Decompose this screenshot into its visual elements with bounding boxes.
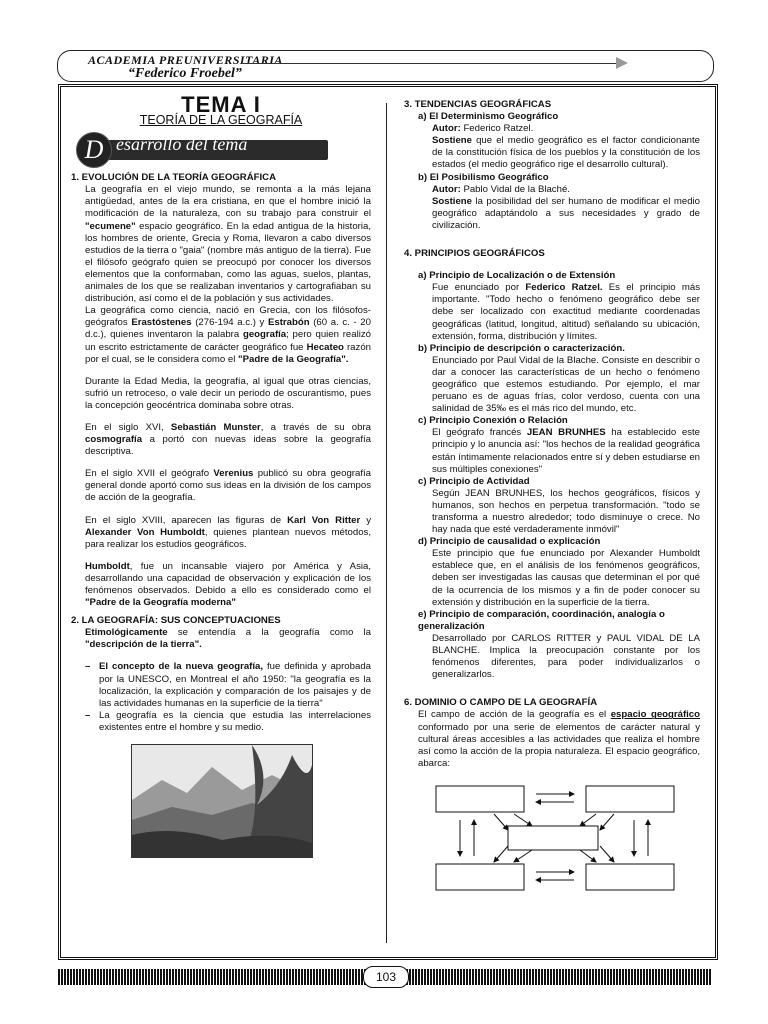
s2-bullet-1: – El concepto de la nueva geografía, fue definida y aprobada por la UNESCO, en Montreal el año 1950: "la geografía es la localización, la explicación y comparación de los paisajes y de las actividades humanas en la superficie de la tierra" bbox=[85, 661, 371, 709]
right-column bbox=[404, 87, 700, 894]
page-title: TEMA I bbox=[181, 92, 261, 117]
geographic-space-diagram bbox=[434, 784, 696, 894]
s1-paragraph-7: Humboldt, fue un incansable viajero por América y Asia, desarrollando una capacidad de observación y explicación de los fenómenos observados. Debido a ello es considerado como el "Padre de la Geografía moderna" bbox=[85, 560, 371, 609]
page-frame bbox=[58, 84, 718, 960]
page-footer bbox=[58, 966, 712, 988]
s1-paragraph-1: La geografía en el viejo mundo, se remonta a la más lejana antigüedad, antes de la era cristiana, en que el hombre inició la modificación de la naturaleza, con su trabajo para construir el "ecumene" espacio geográfico. En la edad antigua de la historia, los hombres de oriente, Grecia y Roma, llevaron a cabo diversos estudios de la tierra o "gaia" (nombre más antiguo de la tierra). Fue el filósofo geógrafo quien se preocupó por conocer los diversos elementos que la conformaban, como las aguas, suelos, plantas, animales de los que se realizaban inventarios y cartografiaban su distribución, así como el de la población y sus actividades. bbox=[85, 184, 371, 305]
header-banner bbox=[57, 50, 714, 82]
s4c-title: c) Principio Conexión o Relación bbox=[418, 415, 568, 427]
s2-paragraph-1: Etimológicamente se entendía a la geografía como la "descripción de la tierra". bbox=[85, 627, 371, 651]
s1-paragraph-5: En el siglo XVII el geógrafo Verenius publicó su obra geografía general donde aportó como sus ideas en la división de los campos de acción de la geografía. bbox=[85, 468, 371, 504]
s6-text: El campo de acción de la geografía es el espacio geográfico conformado por una serie de elementos de carácter natural y cultural áreas accesibles a las actividades que realiza el hombre así como la acción de la propia naturaleza. El espacio geográfico, abarca: bbox=[418, 709, 700, 769]
section-2-title: 2. LA GEOGRAFÍA: SUS CONCEPTUACIONES bbox=[71, 615, 281, 627]
s4c2-text: Según JEAN BRUNHES, los hechos geográficos, físicos y humanos, son hechos en perpetua transformación. "todo se transforma a nuestro alrededor; todo disminuye o crece. No hay nada que esté verdaderamente inmóvil" bbox=[432, 487, 700, 536]
section-banner bbox=[76, 132, 328, 168]
s4b-title: b) Principio de descripción o caracterización. bbox=[418, 342, 625, 354]
s3b-autor: Autor: Pablo Vidal de la Blaché. bbox=[432, 183, 570, 195]
s3a-sostiene: Sostiene que el medio geográfico es el factor condicionante de la constitución física de los pueblos y la constitución de los estados (el medio geográfico rige el desarrollo cultural). bbox=[432, 135, 700, 171]
section-1-title: 1. EVOLUCIÓN DE LA TEORÍA GEOGRÁFICA bbox=[71, 172, 277, 184]
left-column bbox=[71, 87, 371, 858]
header-line bbox=[243, 63, 623, 64]
school-name: “Federico Froebel” bbox=[128, 66, 242, 81]
academy-name: ACADEMIA PREUNIVERSITARIA bbox=[88, 53, 283, 67]
s4d-text: Este principio que fue enunciado por Alexander Humboldt establece que, en el análisis de los fenómenos geográficos, deben ser investigadas las causas que determinan el por qué de la ocurrencia de los mismos y a fin de poder conocer su extensión y distribución en la superficie de la tierra. bbox=[432, 548, 700, 608]
s4c2-title: c) Principio de Actividad bbox=[418, 475, 530, 487]
banner-initial: D bbox=[76, 132, 112, 168]
section-3-title: 3. TENDENCIAS GEOGRÁFICAS bbox=[404, 99, 552, 110]
header-arrow-icon bbox=[616, 57, 628, 69]
s2-bullet-2: – La geografía es la ciencia que estudia las interrelaciones existentes entre el hombre y su medio. bbox=[85, 709, 371, 733]
page-number: 103 bbox=[363, 966, 409, 988]
banner-text: esarrollo del tema bbox=[116, 134, 248, 155]
landscape-photo bbox=[131, 744, 313, 858]
section-6-title: 6. DOMINIO O CAMPO DE LA GEOGRAFÍA bbox=[404, 697, 598, 709]
s1-paragraph-4: En el siglo XVI, Sebastián Munster, a través de su obra cosmografía a portó con nuevas ideas sobre la geografía descriptiva. bbox=[85, 421, 371, 458]
column-divider bbox=[386, 103, 387, 943]
s4e-title: e) Principio de comparación, coordinación, analogía o generalización bbox=[418, 608, 665, 632]
s3a-title: a) El Determinismo Geográfico bbox=[418, 111, 559, 123]
s3b-title: b) El Posibilismo Geográfico bbox=[418, 171, 549, 183]
s4a-text: Fue enunciado por Federico Ratzel. Es el principio más importante. "Todo hecho o fenómeno geográfico debe ser debe ser localizado con exactitud mediante coordenadas geográficas (latitud, longitud, altitud) señalando su ubicación, extensión, forma, distribución y límites. bbox=[432, 282, 701, 342]
section-4-title: 4. PRINCIPIOS GEOGRÁFICOS bbox=[404, 248, 545, 260]
s4c-text: El geógrafo francés JEAN BRUNHES ha establecido este principio y lo anuncia así: "los hechos de la realidad geográfica están íntimamente relacionados entre sí y deben estudiarse en sus múltiples conexiones" bbox=[432, 427, 700, 475]
s4d-title: d) Principio de causalidad o explicación bbox=[418, 536, 601, 548]
page-subtitle: TEORÍA DE LA GEOGRAFÍA bbox=[139, 113, 303, 128]
s1-paragraph-6: En el siglo XVIII, aparecen las figuras de Karl Von Ritter y Alexander Von Humboldt, quienes plantean nuevos métodos, para realizar los estudios geográficos. bbox=[85, 514, 372, 550]
s4a-title: a) Principio de Localización o de Extensión bbox=[418, 270, 616, 282]
s4e-text: Desarrollado por CARLOS RITTER y PAUL VIDAL DE LA BLANCHE. Implica la preocupación constante por los fenómenos diferentes, para poder individualizarlos o generalizarlos. bbox=[432, 632, 700, 681]
s4b-text: Enunciado por Paul Vidal de la Blache. Consiste en describir o dar a conocer las características de un hecho o fenómeno geográfico que estemos estudiando. Por ejemplo, el mar peruano es de aguas frías, color verdoso, cuenta con una salinidad de 35‰ es el más rico del mundo, etc. bbox=[432, 354, 700, 415]
s1-paragraph-3: Durante la Edad Media, la geografía, al igual que otras ciencias, sufrió un retroceso, o vale decir un periodo de oscurantismo, pues la concepción geocéntrica dominaba sobre otras. bbox=[85, 375, 371, 411]
s1-paragraph-2: La geográfica como ciencia, nació en Grecia, con los filósofos-geógrafos Erastóstenes (276-194 a.c.) y Estrabón (60 a. c. - 20 d.c.), quienes inventaron la palabra geografía; pero quien realizó un escrito estrictamente de carácter geográfico fue Hecateo razón por el cual, se le considera como el "Padre de la Geografía". bbox=[85, 305, 371, 365]
s3b-sostiene: Sostiene la posibilidad del ser humano de modificar el medio geográfico adaptándolo a sus necesidades y grado de civilización. bbox=[432, 195, 700, 231]
s3a-autor: Autor: Federico Ratzel. bbox=[432, 123, 534, 135]
